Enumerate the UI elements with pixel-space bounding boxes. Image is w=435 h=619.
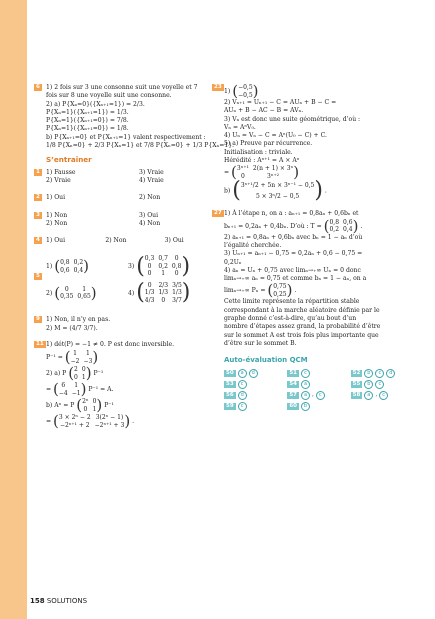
- text-line: l’égalité cherchée.: [224, 241, 282, 249]
- matrix-answer-2: [46, 283, 128, 302]
- matrix-cell: 1: [73, 350, 77, 358]
- qcm-item: [224, 380, 287, 389]
- page-margin-band: [0, 0, 27, 619]
- qcm-answer-circle: b: [364, 380, 373, 389]
- matrix-cell: 0,6: [60, 266, 70, 274]
- matrix: ( 3ⁿ⁺¹ 2(n + 1) × 3ⁿ 0 3ⁿ⁺² ): [231, 163, 300, 182]
- matrix: ( 0 2/3 3/5 1/3 1/3 1/3 4/3 0 3/7 ): [136, 280, 191, 306]
- matrix-cell: 0: [64, 285, 69, 293]
- matrix-cell: −1: [71, 389, 81, 397]
- answer: 2) Non: [139, 194, 161, 202]
- matrix-cell: 0: [92, 398, 97, 406]
- matrix-cell: 0,2: [329, 226, 340, 234]
- matrix-answer-3: [128, 255, 224, 278]
- matrix-cell: 1/3: [172, 289, 182, 297]
- qcm-item: [351, 391, 414, 400]
- qcm-answer-circle: c: [301, 369, 310, 378]
- vector: ( 0,75 0,25 ): [267, 281, 293, 300]
- matrix: ( 0,3 0,7 0 0 0,2 0,8 0 1 0 ): [136, 253, 191, 279]
- text: P⁻¹: [93, 370, 104, 378]
- qcm-question-number: 51: [289, 369, 297, 376]
- page-footer: [30, 597, 87, 605]
- qcm-answer-circle: d: [238, 391, 247, 400]
- inverse-line: [46, 350, 224, 365]
- answer: 3) Oui: [139, 211, 159, 219]
- matrix-cell: 0,8: [60, 259, 70, 267]
- qcm-question-number: 55: [352, 380, 361, 387]
- qcm-question-number: 56: [226, 391, 234, 398]
- answer-label: 1): [46, 263, 53, 271]
- matrix-cell: 0,25: [273, 290, 287, 298]
- text-line: 2) a) P{Xₙ=0}({Xₙ₊₁=1}) = 2/3.: [46, 100, 145, 108]
- text: P⁻¹ =: [46, 354, 63, 362]
- matrix-cell: 1: [82, 285, 87, 293]
- qcm-answer-circle: c: [316, 391, 325, 400]
- matrix: ( 6 1 −4 −1 ): [53, 380, 87, 399]
- text-line: 3) Vₙ est donc une suite géométrique, d’où :: [224, 115, 361, 123]
- vector: ( 3ⁿ⁺¹/2 + 5n × 3ⁿ⁻¹ − 0,5 5 × 3ⁿ/2 − 0,5 ): [232, 178, 323, 204]
- text-line: 1) dét(P) = −1 ≠ 0. P est donc inversible.: [46, 341, 175, 349]
- qcm-answer-circle: d: [249, 369, 258, 378]
- text: 1): [224, 88, 231, 95]
- text-line: 1) Non, il n’y en pas.: [46, 316, 111, 324]
- qcm-answer-circle: c: [238, 402, 247, 411]
- qcm-answer-circle: d: [386, 369, 395, 378]
- text-line: 1) À l’étape n, on a : aₙ₊₁ = 0,8aₙ + 0,6bₙ et: [224, 210, 359, 218]
- text-line: graphe donné c’est-à-dire, qu’au bout d’un: [224, 315, 357, 323]
- matrix-cell: 0: [147, 281, 152, 289]
- exercise-number: 3: [36, 211, 40, 218]
- matrix-cell: 0: [174, 270, 179, 278]
- matrix-cell: 3(2ⁿ − 1): [95, 414, 124, 422]
- qcm-item: [224, 391, 287, 400]
- matrix-cell: 0: [240, 172, 245, 180]
- text-line: limₙ→₊∞ aₙ = 0,75 et comme bₙ = 1 − aₙ, on a: [224, 275, 367, 283]
- matrix-cell: 0: [147, 270, 152, 278]
- matrix-cell: 3ⁿ⁺¹: [236, 165, 249, 173]
- matrix-cell: 1: [161, 270, 166, 278]
- matrix-cell: −4: [58, 389, 68, 397]
- answer: 2) Vraie: [46, 176, 71, 184]
- qcm-separator: ,: [311, 391, 314, 398]
- exercise-number: 5: [36, 273, 40, 280]
- qcm-answer-circle: a: [238, 369, 247, 378]
- answer-label: 4): [128, 289, 135, 297]
- vector: ( −0,5 −0,5 ): [232, 82, 259, 100]
- result-line: [46, 414, 224, 429]
- matrix-cell: −2: [70, 357, 80, 365]
- qcm-item: [287, 380, 350, 389]
- text: .: [132, 418, 135, 426]
- exercise-number: 11: [36, 341, 44, 348]
- qcm-question-number: 52: [352, 369, 361, 376]
- text-line: Vₙ = AⁿV₀.: [224, 123, 256, 131]
- matrix: ( 1 1 −2 −3 ): [64, 348, 99, 367]
- qcm-item: [287, 391, 350, 400]
- qcm-answer-circle: c: [238, 380, 247, 389]
- answer: 3) Oui: [164, 237, 184, 245]
- matrix: ( 3 × 2ⁿ − 2 3(2ⁿ − 1) −2ⁿ⁺¹ + 2 −2ⁿ⁺¹ + 3 ): [53, 412, 131, 431]
- answer: 1) Non: [46, 211, 68, 219]
- qcm-answer-circle: c: [379, 391, 388, 400]
- vector-line: [224, 84, 414, 99]
- matrix-cell: 0,4: [343, 226, 353, 234]
- text-line: 5) a) Preuve par récurrence.: [224, 140, 313, 148]
- exercise-4: [36, 237, 224, 245]
- exercise-number: 2: [36, 194, 40, 201]
- matrix-cell: 0,2: [73, 259, 84, 267]
- matrix: ( 0 1 0,35 0,65 ): [54, 283, 97, 302]
- matrix-cell: 4/3: [144, 296, 155, 304]
- matrix-cell: 1: [85, 350, 90, 358]
- qcm-question-number: 58: [352, 391, 361, 398]
- matrix-cell: −0,5: [238, 84, 253, 91]
- qcm-separator: ,: [375, 391, 378, 398]
- text-line: d’être sur le sommet B.: [224, 339, 297, 347]
- matrix: ( 0,8 0,2 0,6 0,4 ): [54, 257, 90, 276]
- matrix-cell: 2/3: [158, 281, 169, 289]
- matrix-cell: 1/3: [144, 289, 155, 297]
- matrix-cell: −2ⁿ⁺¹ + 3: [94, 421, 125, 429]
- qcm-answer-circle: a: [301, 380, 310, 389]
- qcm-title: Auto-évaluation QCM: [224, 356, 308, 365]
- exercise-9: [36, 316, 224, 333]
- text-line: 4) Uₙ = Vₙ − C = Aⁿ(U₀ − C) + C.: [224, 132, 327, 140]
- matrix: ( 0,8 0,6 0,2 0,4 ): [323, 216, 359, 235]
- qcm-answer-circle: c: [375, 380, 384, 389]
- matrix-cell: 3 × 2ⁿ − 2: [58, 414, 91, 422]
- text-line: sur le sommet A est trois fois plus importante que: [224, 331, 379, 339]
- matrix-cell: 0,8: [329, 218, 340, 226]
- answer-label: 3): [128, 263, 135, 271]
- exercise-number: 6: [36, 84, 40, 90]
- text: bₙ₊₁ = 0,2aₙ + 0,4bₙ. D’où : T =: [224, 222, 322, 230]
- matrix-cell: 3ⁿ⁺¹/2 + 5n × 3ⁿ⁻¹ − 0,5: [240, 182, 315, 190]
- exercise-11: [36, 341, 224, 431]
- qcm-answer-circle: a: [364, 391, 373, 400]
- matrix-cell: 2(n + 1) × 3ⁿ: [252, 165, 294, 173]
- qcm-answer-circle: b: [364, 369, 373, 378]
- power-matrix: = ( 3ⁿ⁺¹ 2(n + 1) × 3ⁿ 0 3ⁿ⁺² ): [224, 163, 300, 182]
- matrix: ( 2 0 0 1 ): [68, 364, 92, 383]
- text-line: 1/8 P{Xₙ=0} + 2/3 P{Xₙ=1} et 7/8 P{Xₙ=0} + 1/3 P{Xₙ=1}.: [46, 142, 235, 150]
- matrix-cell: 0,6: [343, 218, 353, 226]
- exercise-number: 9: [36, 316, 40, 323]
- matrix-cell: 0,8: [171, 262, 182, 270]
- limit-line: limₙ→₊∞ Pₙ = ( 0,75 0,25 ) .: [224, 281, 297, 300]
- section-title: S’entraîner: [46, 155, 92, 165]
- answer: 2) Non: [46, 219, 68, 227]
- matrix-cell: 2: [74, 366, 78, 374]
- text-line: 3) Uₙ₊₁ = aₙ₊₁ − 0,75 = 0,2aₙ + 0,6 − 0,75 =: [224, 250, 363, 258]
- answer: 1) Fausse: [46, 168, 76, 176]
- qcm-item: [287, 369, 350, 378]
- matrix-cell: 0,2: [158, 262, 168, 270]
- right-column: [214, 82, 414, 411]
- text-line: Initialisation : triviale.: [224, 148, 293, 156]
- matrix-cell: 3/5: [172, 281, 182, 289]
- text-line: AUₙ + B − AC − B = AVₙ.: [224, 107, 304, 115]
- exercise-2: [36, 194, 224, 202]
- text-line: b) P{Xₙ₊₁=0} et P{Xₙ₊₁=1} valent respectivement :: [46, 133, 206, 141]
- qcm-question-number: 59: [226, 402, 234, 409]
- qcm-item: [351, 380, 414, 389]
- page-label: SOLUTIONS: [46, 597, 88, 605]
- matrix-cell: 0: [147, 262, 152, 270]
- exercise-6: [36, 84, 235, 150]
- matrix-cell: 0,3: [144, 255, 155, 263]
- exercise-number: 27: [214, 210, 222, 217]
- text: b): [224, 187, 231, 195]
- matrix-cell: −2ⁿ⁺¹ + 2: [59, 421, 90, 429]
- matrix-cell: 0: [174, 255, 179, 263]
- text-line: P{Xₙ=1}({Xₙ₊₁=0}) = 7/8.: [46, 117, 129, 125]
- exercise-number: 1: [36, 168, 40, 175]
- matrix-cell: −0,5: [238, 91, 253, 99]
- answer: 1) Oui: [46, 237, 66, 245]
- exercise-1: [36, 168, 224, 186]
- matrix-cell: 0,75: [273, 283, 287, 291]
- qcm-question-number: 50: [226, 369, 234, 376]
- text-line: fois sur 8 une voyelle suit une consonne.: [46, 92, 172, 100]
- qcm-item: [351, 369, 414, 378]
- transition-line: bₙ₊₁ = 0,2aₙ + 0,4bₙ. D’où : T = ( 0,8 0,6 0,2 0,4 ) .: [224, 216, 363, 235]
- qcm-item: [224, 369, 287, 378]
- matrix-cell: 6: [61, 382, 66, 390]
- matrix-cell: 0,7: [158, 255, 168, 263]
- matrix: ( 2ⁿ 0 0 1 ): [76, 396, 103, 415]
- product-line: [46, 382, 224, 397]
- qcm-answer-circle: b: [301, 402, 310, 411]
- text-line: correspondant à la marche aléatoire définie par le: [224, 306, 380, 314]
- matrix-cell: −3: [83, 357, 93, 365]
- exercise-number: 4: [36, 237, 40, 244]
- text: 2) a) P: [46, 370, 67, 378]
- text: P⁻¹: [104, 402, 114, 410]
- text-line: 2) aₙ₊₁ = 0,8aₙ + 0,6bₙ avec bₙ = 1 − aₙ d’où: [224, 233, 363, 241]
- text: limₙ→₊∞ Pₙ =: [224, 287, 266, 295]
- qcm-answer-grid: [224, 369, 414, 411]
- exercise-27: [214, 210, 414, 348]
- qcm-item: [224, 402, 287, 411]
- matrix-cell: 0: [83, 405, 88, 413]
- qcm-answer-circle: a: [301, 391, 310, 400]
- answer-label: 2): [46, 289, 53, 297]
- matrix-cell: 2ⁿ: [82, 398, 89, 406]
- matrix-cell: 0: [74, 373, 78, 381]
- matrix-cell: 0,4: [73, 266, 84, 274]
- power-line: [46, 398, 224, 413]
- text: b) Aⁿ = P: [46, 402, 75, 410]
- matrix-cell: 0: [161, 296, 166, 304]
- matrix-cell: 0,35: [60, 293, 74, 301]
- text: P⁻¹ = A.: [88, 386, 114, 394]
- text-line: 0,2Uₙ: [224, 258, 242, 266]
- text-line: P{Xₙ=1}({Xₙ₊₁=0}) = 1/8.: [46, 125, 129, 133]
- matrix-cell: 1: [81, 373, 86, 381]
- page-number: 158: [30, 597, 45, 605]
- matrix-cell: 3/7: [172, 296, 182, 304]
- qcm-item: [287, 402, 350, 411]
- matrix-cell: 1/3: [158, 289, 169, 297]
- qcm-question-number: 54: [289, 380, 297, 387]
- text-line: Cette limite représente la répartition stable: [224, 298, 360, 306]
- exercise-number: 23: [214, 84, 222, 90]
- qcm-question-number: 53: [226, 380, 234, 387]
- matrix-answer-4: [128, 282, 224, 305]
- answer: 3) Vraie: [139, 168, 164, 176]
- matrix-cell: 0: [81, 366, 86, 374]
- limit-vector: b) ( 3ⁿ⁺¹/2 + 5n × 3ⁿ⁻¹ − 0,5 5 × 3ⁿ/2 − 0,5 ) .: [224, 178, 327, 204]
- answer: 4) Vraie: [139, 176, 164, 184]
- matrix-cell: 1: [74, 382, 79, 390]
- text: =: [46, 418, 52, 426]
- answer: 4) Non: [139, 219, 161, 227]
- answer: 1) Oui: [46, 194, 66, 202]
- text-line: nombre d’étapes assez grand, la probabilité d’être: [224, 323, 381, 331]
- matrix-cell: 0,65: [77, 293, 91, 301]
- answer: 2) Non: [105, 237, 127, 245]
- diag-line: [46, 366, 224, 381]
- matrix-answer-1: [46, 259, 128, 274]
- exercise-23: [214, 82, 414, 204]
- qcm-answer-circle: c: [375, 369, 384, 378]
- text-line: 2) M = (4/7 3/7).: [46, 324, 98, 332]
- matrix-cell: 1: [92, 405, 97, 413]
- text: =: [46, 386, 52, 394]
- text-line: Hérédité : Aⁿ⁺¹ = A × Aⁿ: [224, 157, 300, 165]
- text-line: 2) Vₙ₊₁ = Uₙ₊₁ − C = AUₙ + B − C =: [224, 99, 337, 106]
- exercise-5: [36, 253, 224, 306]
- matrix-cell: 3ⁿ⁺²: [267, 172, 280, 180]
- matrix-cell: 5 × 3ⁿ/2 − 0,5: [255, 192, 300, 200]
- qcm-question-number: 57: [289, 391, 297, 398]
- exercise-3: [36, 211, 224, 229]
- text-line: P{Xₙ=1}({Xₙ₊₁=1}) = 1/3.: [46, 108, 129, 116]
- text-line: 4) aₙ = Uₙ + 0,75 avec limₙ→₊∞ Uₙ = 0 donc: [224, 266, 361, 274]
- text-line: 1) 2 fois sur 3 une consonne suit une voyelle et 7: [46, 84, 198, 91]
- qcm-question-number: 60: [289, 402, 297, 409]
